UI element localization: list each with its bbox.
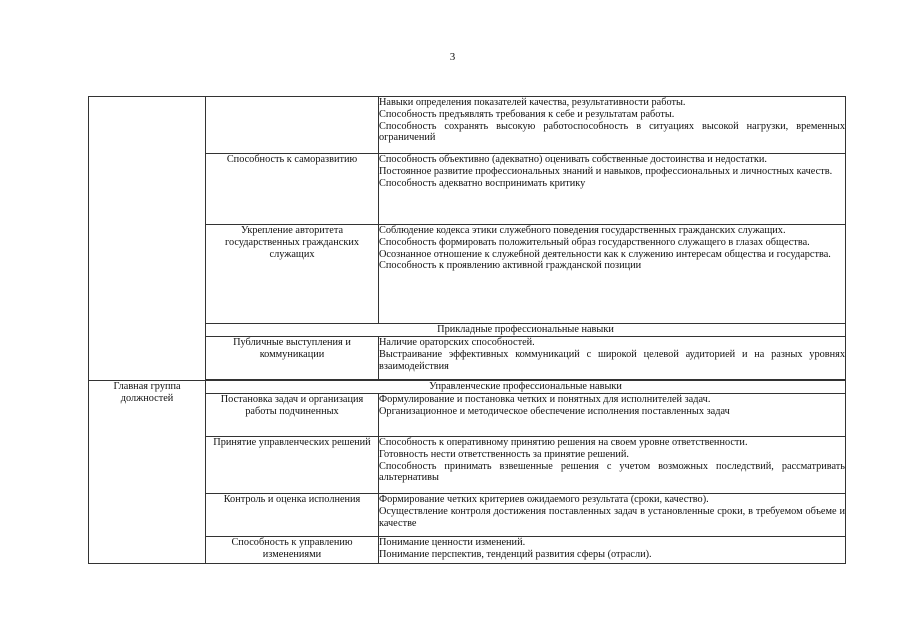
skill-cell: Укрепление авторитета государственных гражданских служащих [206,225,379,324]
skill-cell [206,97,379,154]
description-cell [379,437,846,494]
skill-cell: Контроль и оценка исполнения [206,494,379,537]
description-line: Формулирование и постановка четких и понятных для исполнителей задач. [379,394,711,405]
description-line: Способность к проявлению активной гражданской позиции [379,260,642,272]
skill-cell: Постановка задач и организация работы подчиненных [206,394,379,437]
description-line: Наличие ораторских способностей. [379,337,535,348]
description-line: Соблюдение кодекса этики служебного поведения государственных гражданских служащих. [379,225,786,236]
table-row [89,381,846,394]
section-header-applied: Прикладные профессиональные навыки [206,324,846,337]
table-row [89,97,846,154]
description-line: Способность формировать положительный образ государственного служащего в глазах общества. [379,236,810,248]
skill-cell: Способность к управлению изменениями [206,537,379,564]
description-line: Способность предъявлять требования к себе и результатам работы. [379,108,675,120]
description-line: Формирование четких критериев ожидаемого результата (сроки, качество). [379,494,709,505]
description-line: Готовность нести ответственность за принятие решений. [379,448,630,460]
section-header-management: Управленческие профессиональные навыки [206,381,846,394]
description-line: Понимание ценности изменений. [379,537,526,548]
description-cell [379,494,846,537]
description-line: Способность принимать взвешенные решения с учетом возможных последствий, рассматривать альтернативы [379,460,845,484]
description-line: Способность объективно (адекватно) оценивать собственные достоинства и недостатки. [379,154,767,165]
skill-cell: Принятие управленческих решений [206,437,379,494]
description-line: Способность адекватно воспринимать критику [379,177,586,189]
group-cell-top [89,97,206,381]
group-label: Главная группа должностей [89,381,206,564]
description-line: Навыки определения показателей качества, результативности работы. [379,97,686,108]
description-line: Способность к оперативному принятию решения на своем уровне ответственности. [379,437,748,448]
description-cell [379,394,846,437]
page-number: 3 [449,51,456,63]
description-cell [379,97,846,154]
competency-table [88,96,846,564]
skill-cell: Способность к саморазвитию [206,154,379,225]
description-line: Понимание перспектив, тенденций развития сферы (отрасли). [379,548,652,560]
description-line: Выстраивание эффективных коммуникаций с широкой целевой аудиторией и на разных уровнях взаимодействия [379,348,845,372]
description-cell [379,537,846,564]
description-line: Осуществление контроля достижения поставленных задач в установленные сроки, в требуемом объеме и качестве [379,505,845,529]
description-cell [379,154,846,225]
description-cell [379,225,846,324]
description-line: Способность сохранять высокую работоспособность в ситуациях высокой нагрузки, временных ограничений [379,120,845,144]
skill-cell: Публичные выступления и коммуникации [206,337,379,380]
description-line: Постоянное развитие профессиональных знаний и навыков, профессиональных и личностных качеств. [379,165,833,177]
description-line: Осознанное отношение к служебной деятельности как к служению интересам общества и государства. [379,248,831,260]
description-cell [379,337,846,380]
description-line: Организационное и методическое обеспечение исполнения поставленных задач [379,405,730,417]
